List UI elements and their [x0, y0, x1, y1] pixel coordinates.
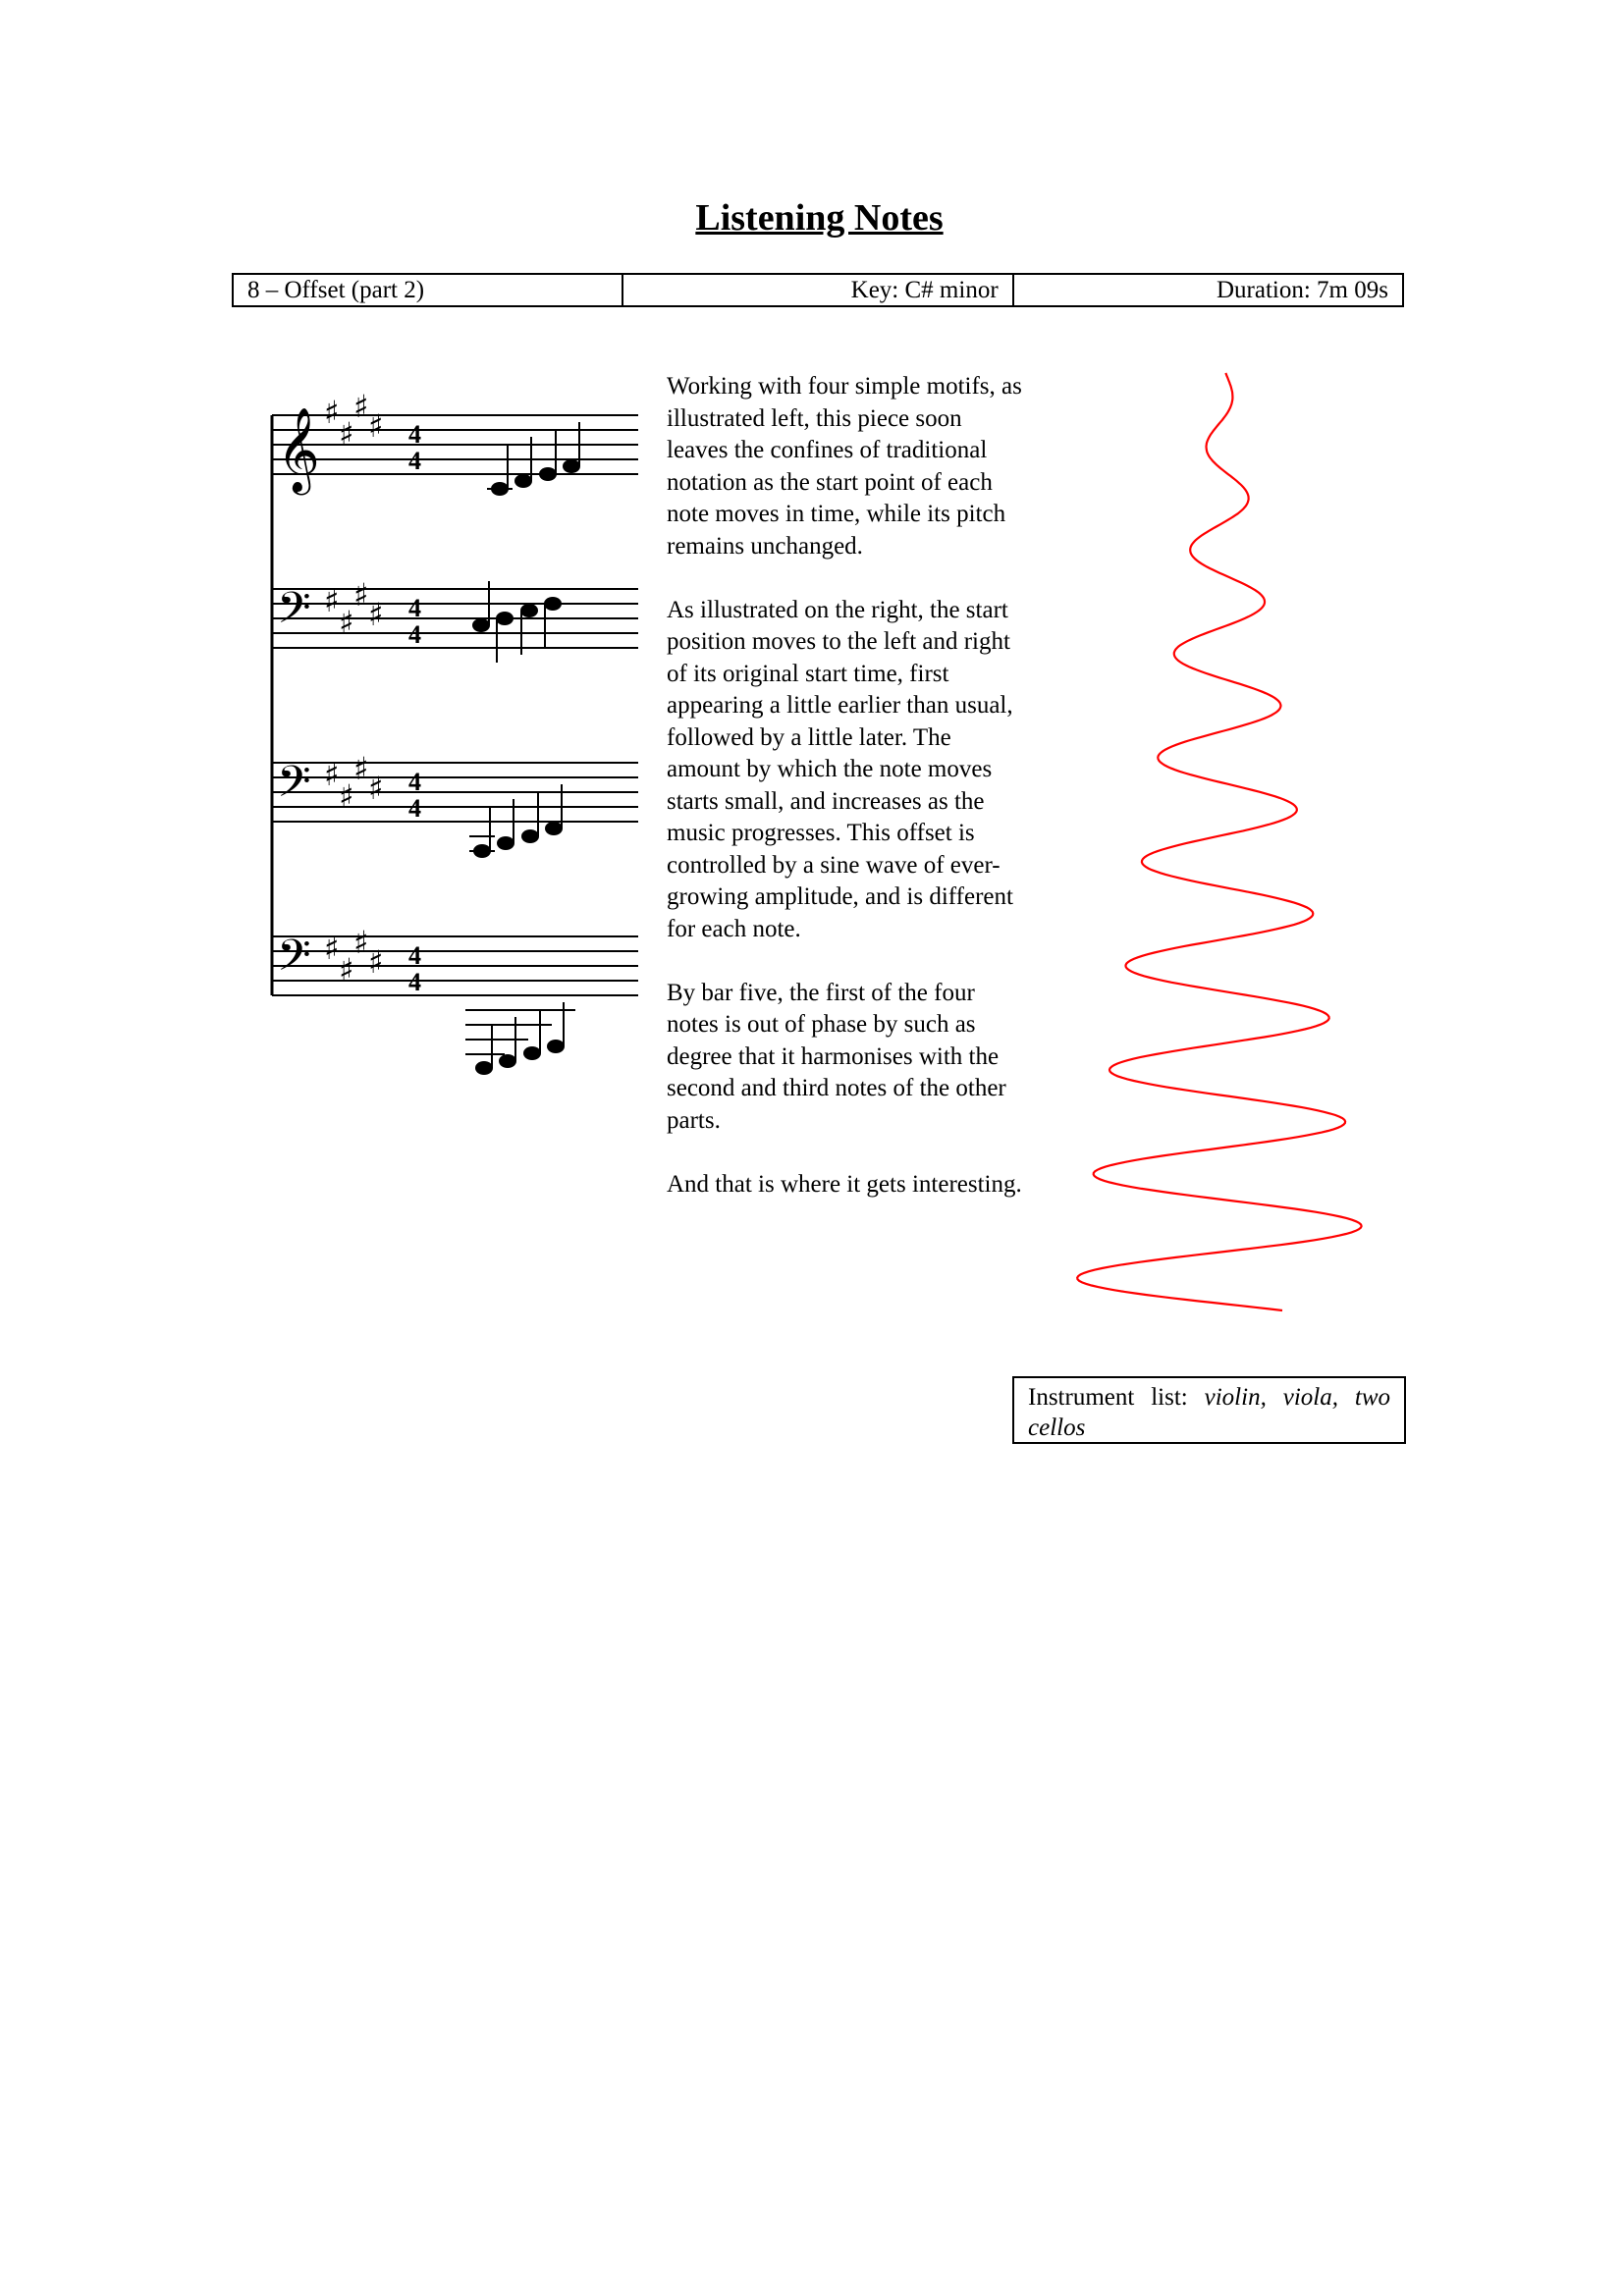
bass-clef-icon: 𝄢	[277, 582, 311, 644]
bass-clef-icon: 𝄢	[277, 930, 311, 991]
time-signature-bottom: 4	[408, 447, 421, 475]
track-info-table	[232, 273, 1404, 307]
svg-text:♯: ♯	[353, 388, 369, 425]
svg-text:♯: ♯	[368, 596, 384, 633]
svg-text:♯: ♯	[324, 582, 340, 619]
svg-text:♯: ♯	[368, 943, 384, 981]
svg-text:♯: ♯	[368, 770, 384, 807]
paragraph: By bar five, the first of the four notes is out of phase by such as degree that it harmonises with the second and third notes of the other parts.	[667, 979, 1006, 1134]
svg-text:♯: ♯	[339, 604, 354, 641]
svg-text:♯: ♯	[368, 407, 384, 445]
key-signature-sharps	[324, 576, 383, 641]
svg-text:♯: ♯	[339, 951, 354, 988]
paragraph: And that is where it gets interesting.	[667, 1170, 1022, 1198]
svg-text:♯: ♯	[353, 750, 369, 787]
key-signature-sharps	[324, 924, 383, 988]
offset-sine-wave	[1041, 353, 1375, 1325]
page-title: Listening Notes	[695, 197, 944, 239]
bass-clef-icon: 𝄢	[277, 756, 311, 818]
time-signature-bottom: 4	[408, 620, 421, 649]
motif-notes	[472, 581, 562, 663]
paragraph: As illustrated on the right, the start position moves to the left and right of its original start time, first appearing a little earlier than usual, followed by a little later. The amount by which the note moves starts small, and increases as the music progresses. This offset is controlled by a sine wave of ever-growing amplitude, and is different for each note.	[667, 596, 1013, 942]
description-text	[667, 371, 1026, 1233]
staff-viola	[272, 576, 638, 663]
paragraph: Working with four simple motifs, as illustrated left, this piece soon leaves the confines of traditional notation as the start point of each note moves in time, while its pitch remains unchanged.	[667, 373, 1022, 560]
instrument-list	[1012, 1376, 1406, 1444]
treble-clef-icon: 𝄞	[277, 407, 320, 492]
time-signature-bottom: 4	[408, 968, 421, 996]
sine-wave-line	[1077, 373, 1361, 1310]
time-signature-top: 4	[408, 941, 421, 970]
key-cell: Key: C# minor	[622, 275, 1011, 305]
time-signature-top: 4	[408, 420, 421, 449]
svg-text:♯: ♯	[339, 415, 354, 453]
duration-cell: Duration: 7m 09s	[1012, 275, 1402, 305]
instrument-label: Instrument list:	[1028, 1384, 1205, 1411]
svg-text:♯: ♯	[353, 576, 369, 614]
staff-cello-2	[272, 924, 638, 1075]
time-signature-top: 4	[408, 768, 421, 796]
svg-text:♯: ♯	[324, 930, 340, 967]
key-signature-sharps	[324, 388, 383, 453]
staff-cello-1	[272, 750, 638, 858]
svg-text:♯: ♯	[324, 394, 340, 431]
track-title-cell: 8 – Offset (part 2)	[247, 277, 425, 303]
instrument-values: violin, viola, two cellos	[1028, 1384, 1390, 1441]
time-signature-top: 4	[408, 594, 421, 622]
svg-text:♯: ♯	[324, 756, 340, 793]
staff-violin	[272, 388, 638, 496]
motif-score	[265, 378, 648, 1095]
svg-text:♯: ♯	[353, 924, 369, 961]
svg-text:♯: ♯	[339, 777, 354, 815]
time-signature-bottom: 4	[408, 794, 421, 823]
key-signature-sharps	[324, 750, 383, 815]
